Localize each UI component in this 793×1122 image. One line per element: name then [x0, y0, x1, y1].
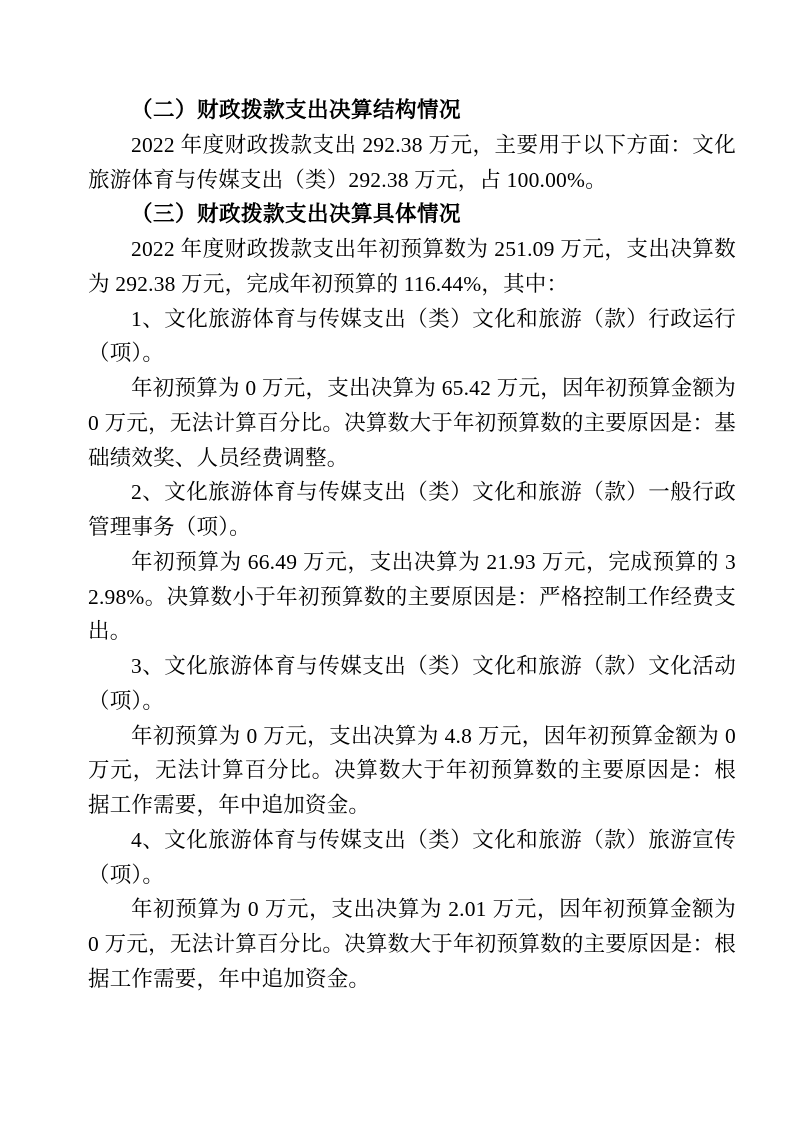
- para-item3-detail: 年初预算为 0 万元，支出决算为 4.8 万元，因年初预算金额为 0 万元，无法计算百分比。决算数大于年初预算数的主要原因是：根据工作需要，年中追加资金。: [88, 723, 736, 817]
- para-item3-title: 3、文化旅游体育与传媒支出（类）文化和旅游（款）文化活动（项）。: [88, 654, 736, 713]
- para-item4-detail: 年初预算为 0 万元，支出决算为 2.01 万元，因年初预算金额为 0 万元，无法计算百分比。决算数大于年初预算数的主要原因是：根据工作需要，年中追加资金。: [88, 897, 736, 991]
- para-item1-title: 1、文化旅游体育与传媒支出（类）文化和旅游（款）行政运行（项）。: [88, 306, 736, 366]
- section-heading-structure: （二）财政拨款支出决算结构情况: [131, 98, 462, 122]
- section-heading-detail: （三）财政拨款支出决算具体情况: [131, 202, 462, 227]
- document-body: [88, 93, 736, 997]
- para-item2-title: 2、文化旅游体育与传媒支出（类）文化和旅游（款）一般行政管理事务（项）。: [88, 480, 736, 539]
- para-expenditure-overview: 2022 年度财政拨款支出年初预算数为 251.09 万元，支出决算数为 292.38 万元，完成年初预算的 116.44%，其中：: [88, 237, 736, 296]
- para-expenditure-structure: 2022 年度财政拨款支出 292.38 万元，主要用于以下方面：文化旅游体育与传媒支出（类）292.38 万元，占 100.00%。: [88, 132, 736, 192]
- para-item4-title: 4、文化旅游体育与传媒支出（类）文化和旅游（款）旅游宣传（项）。: [88, 827, 736, 887]
- para-item2-detail: 年初预算为 66.49 万元，支出决算为 21.93 万元，完成预算的 32.98%。决算数小于年初预算数的主要原因是：严格控制工作经费支出。: [88, 549, 736, 644]
- para-item1-detail: 年初预算为 0 万元，支出决算为 65.42 万元，因年初预算金额为 0 万元，无法计算百分比。决算数大于年初预算数的主要原因是：基础绩效奖、人员经费调整。: [88, 376, 736, 470]
